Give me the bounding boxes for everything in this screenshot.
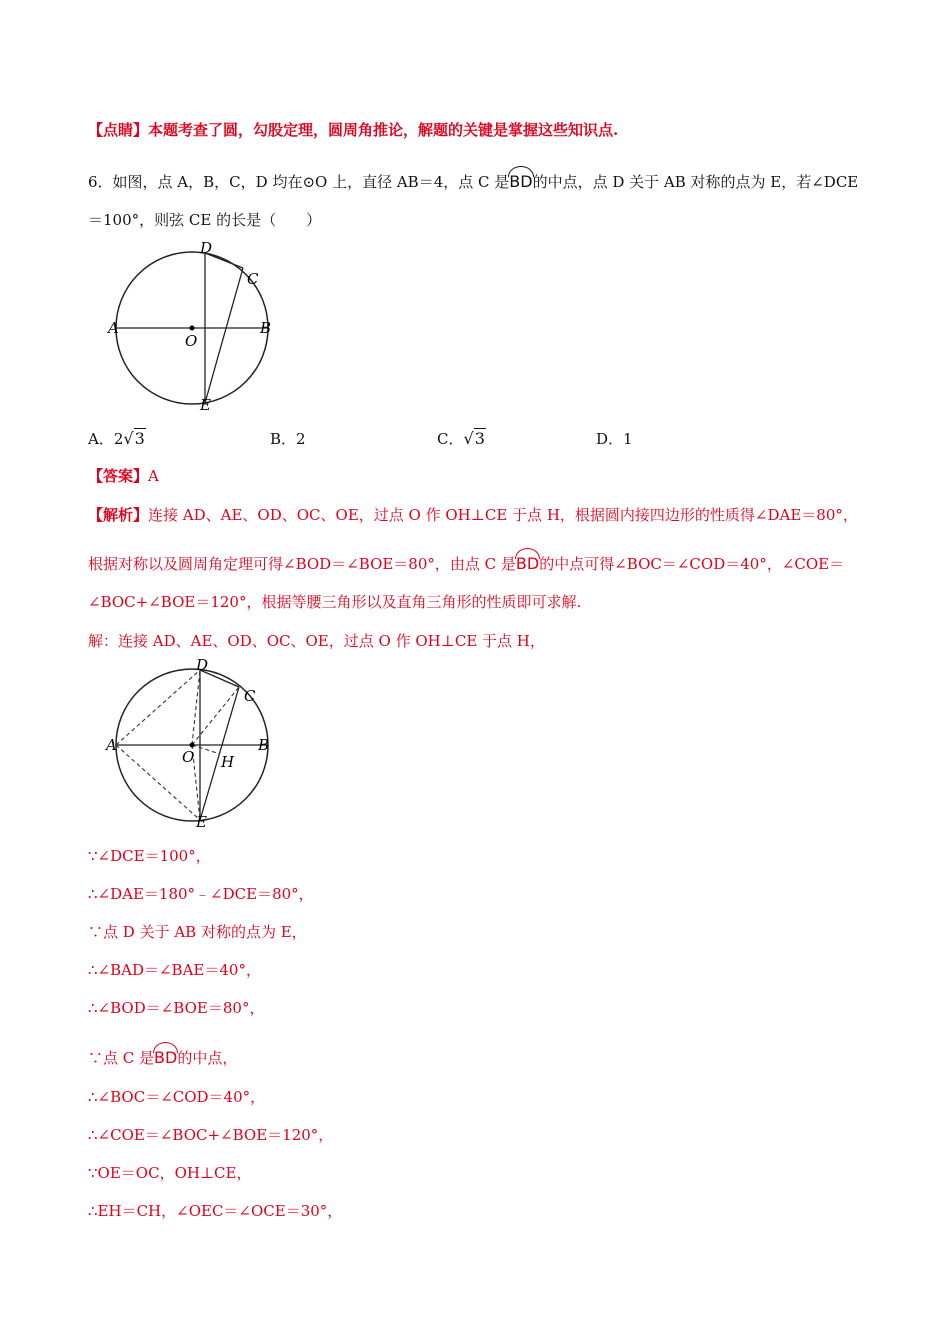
label-e-2: E [196,813,207,831]
label-d-2: D [196,656,209,674]
step-6-a: ∵点 C 是 [88,1049,155,1067]
solution-intro [88,631,545,651]
note-line [88,120,618,140]
question-text-b: 的中点，点 D 关于 AB 对称的点为 E，若∠DCE [532,173,859,191]
step-6-b: 的中点， [177,1049,238,1067]
option-c-radicand: 3 [474,429,485,448]
option-c-prefix: C． [437,430,464,448]
analysis-line-3 [88,592,581,612]
label-a-2: A [106,736,117,754]
step-6 [88,1044,237,1068]
step-10: ∴EH＝CH，∠OEC＝∠OCE＝30°， [88,1202,343,1220]
arc-bd-label: BD [509,168,532,192]
label-b-2: B [258,736,270,754]
segment-ad [116,670,200,745]
label-c: C [247,270,259,288]
label-b: B [260,319,272,337]
figure-2-circle-diagram [100,656,290,834]
analysis-arc-bd: BD [516,550,539,574]
segment-oh [192,745,220,754]
step-7: ∴∠BOC＝∠COD＝40°， [88,1088,266,1106]
step-5: ∴∠BOD＝∠BOE＝80°， [88,999,265,1017]
question-text-a: 6．如图，点 A，B，C，D 均在⊙O 上，直径 AB＝4，点 C 是 [88,173,510,191]
label-o: O [185,332,198,350]
option-a[interactable] [88,428,146,449]
analysis-line-2 [88,550,844,574]
label-o-2: O [182,748,195,766]
question-line-2 [88,210,321,230]
step-6-arc-bd: BD [154,1044,177,1068]
option-d[interactable] [596,428,633,449]
analysis-text-2b: 的中点可得∠BOC＝∠COD＝40°，∠COE＝ [539,555,845,573]
option-c[interactable] [437,428,486,449]
step-2: ∴∠DAE＝180°﹣∠DCE＝80°， [88,885,314,903]
label-e: E [200,396,211,414]
option-b-text: B．2 [270,430,306,448]
segment-od [192,670,200,745]
analysis-bracket-label: 【解析】 [88,506,149,524]
label-a: A [108,319,119,337]
label-h-2: H [221,753,235,771]
sqrt-symbol-a: √3 [123,429,145,448]
analysis-text-3: ∠BOC+∠BOE＝120°，根据等腰三角形以及直角三角形的性质即可求解. [88,593,582,611]
sqrt-symbol-c: √3 [463,429,485,448]
note-text: 本题考查了圆，勾股定理，圆周角推论，解题的关键是掌握这些知识点. [148,121,619,139]
question-line-1 [88,168,858,192]
answer-line [88,466,159,486]
option-b[interactable] [270,428,306,449]
analysis-text-1: 连接 AD、AE、OD、OC、OE，过点 O 作 OH⊥CE 于点 H，根据圆内接四边形的性质得∠DAE＝80°， [148,506,858,524]
analysis-line-1 [88,505,858,525]
step-3: ∵点 D 关于 AB 对称的点为 E， [88,923,307,941]
step-1: ∵∠DCE＝100°， [88,847,211,865]
option-a-prefix: A．2 [88,430,124,448]
figure-1-circle-diagram [100,240,290,415]
center-point [190,326,195,331]
question-text-c: ＝100°，则弦 CE 的长是（ ） [88,211,322,229]
step-8: ∴∠COE＝∠BOC+∠BOE＝120°， [88,1126,334,1144]
chord-ce [205,268,243,403]
step-4: ∴∠BAD＝∠BAE＝40°， [88,961,261,979]
label-c-2: C [244,687,256,705]
solution-intro-text: 解：连接 AD、AE、OD、OC、OE，过点 O 作 OH⊥CE 于点 H， [88,632,545,650]
analysis-text-2a: 根据对称以及圆周角定理可得∠BOD＝∠BOE＝80°，由点 C 是 [88,555,516,573]
option-d-text: D．1 [596,430,633,448]
segment-oc [192,687,239,745]
answer-value: A [148,467,159,485]
option-a-radicand: 3 [134,429,145,448]
note-bracket-label: 【点睛】 [88,121,149,139]
step-9: ∵OE＝OC，OH⊥CE， [88,1164,252,1182]
center-point-2 [190,743,195,748]
label-d: D [200,240,213,257]
answer-bracket-label: 【答案】 [88,467,149,485]
